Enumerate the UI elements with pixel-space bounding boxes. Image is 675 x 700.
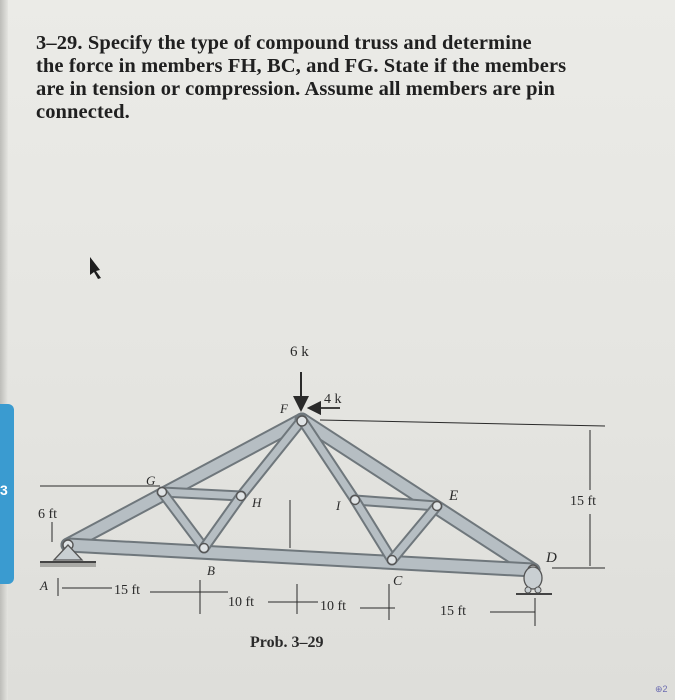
dim-label-span-3: 10 ft — [320, 599, 347, 614]
node-label-H: H — [252, 495, 262, 510]
load-6k-label: 6 k — [290, 344, 309, 360]
node-label-I: I — [336, 498, 341, 513]
side-tab-label: 3 — [0, 482, 8, 498]
dim-label-span-2: 10 ft — [228, 595, 255, 610]
member-FD — [302, 420, 533, 570]
pin-G — [158, 488, 167, 497]
problem-text-1: Specify the type of compound truss and determine — [87, 32, 532, 54]
pin-H — [237, 492, 246, 501]
corner-mark: ⊕2 — [655, 684, 668, 694]
member-GH — [162, 492, 241, 496]
dim-label-span-4: 15 ft — [440, 604, 467, 619]
pin-B — [200, 544, 209, 553]
node-label-B: B — [207, 563, 215, 578]
member-HB — [204, 496, 241, 548]
figure-caption: Prob. 3–29 — [250, 634, 324, 651]
pin-C — [388, 556, 397, 565]
problem-line-2: the force in members FH, BC, and FG. State if the members — [36, 55, 567, 77]
member-bottom-chord — [68, 545, 533, 570]
pin-I — [351, 496, 360, 505]
pin-E — [433, 502, 442, 511]
node-label-F: F — [280, 401, 288, 416]
load-4k-label: 4 k — [324, 392, 342, 407]
mouse-cursor-icon — [90, 257, 101, 279]
member-GB — [162, 492, 204, 548]
problem-number: 3–29. — [36, 32, 83, 54]
node-label-G: G — [146, 473, 156, 488]
pin-F — [297, 416, 307, 426]
node-label-A: A — [40, 578, 48, 593]
member-IC — [355, 500, 392, 560]
problem-line-4: connected. — [36, 101, 130, 123]
member-EC — [392, 506, 437, 560]
dim-label-span-1: 15 ft — [114, 583, 141, 598]
node-label-C: C — [393, 574, 403, 589]
node-label-D: D — [546, 550, 557, 566]
dim-label-15ft-height: 15 ft — [570, 494, 597, 509]
dim-label-6ft: 6 ft — [38, 507, 58, 522]
member-IE — [355, 500, 437, 506]
problem-line-3: are in tension or compression. Assume all members are pin — [36, 78, 555, 100]
node-label-E: E — [449, 488, 459, 504]
